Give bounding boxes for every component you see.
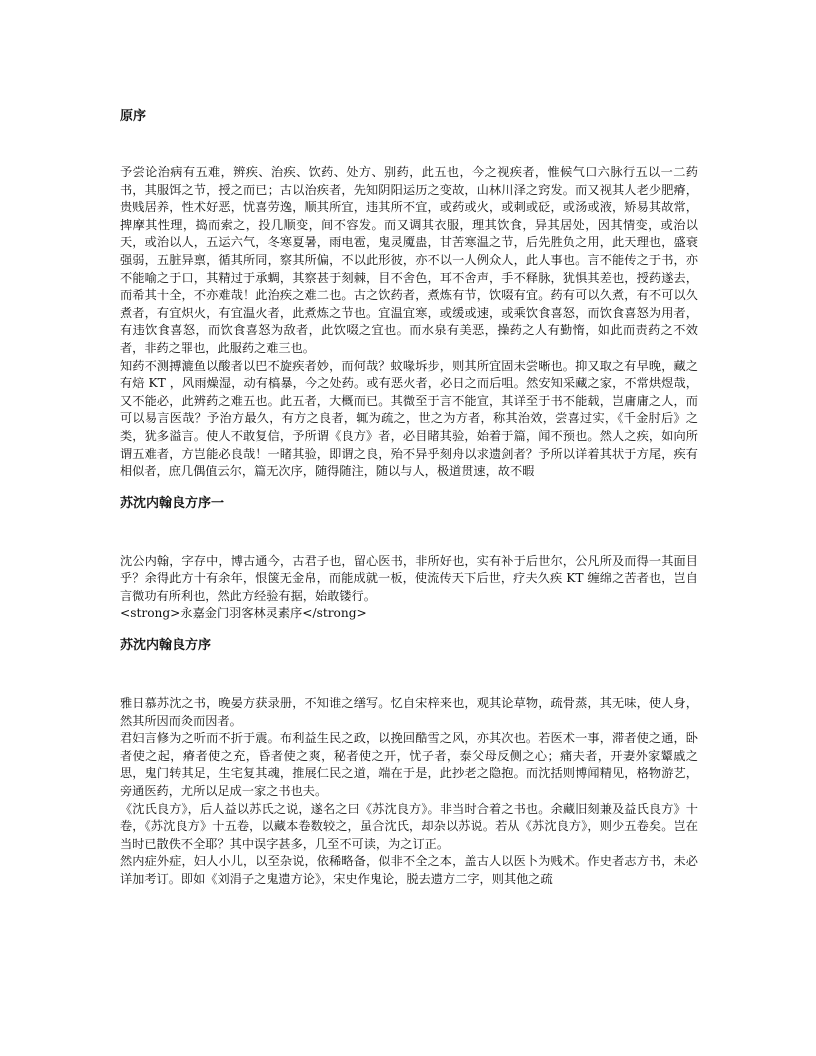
preface-one-body [120,553,698,623]
section-heading-preface-one: 苏沈内翰良方序一 [120,495,225,511]
section-heading-original-preface: 原序 [120,109,147,124]
original-preface-body [120,164,698,481]
preface-one-signature: <strong>永嘉金门羽客林灵素序</strong> [120,606,367,621]
original-preface-paragraph: 知药不测搏漉鱼以酸者以巴不旋疾者妙，而何哉？蚊喙坼步，则其所宜固未尝晰也。抑又取之有早晚，藏之有焙 KT ，风雨燥湿，动有槁暴，今之处药。或有恶火者，必日之而后咀。然安知采藏之家，不常烘煜哉，又不能必，此辨药之难五也。此五者，大概而已。其微至于言不能宣，其详至于书不能载，岂庸庸之人，而可以易言医哉？予治方最久，有方之良者，辄为疏之，世之为方者，称其治效，尝喜过实，《千金肘后》之类，犹多溢言。使人不敢复信，予所谓《良方》者，必目睹其验，始着于篇，闻不预也。然人之疾，如向所谓五难者，方岂能必良哉！一睹其验，即谓之良，殆不异乎刻舟以求遗剑者？予所以详着其状于方尾，疾有相似者，庶几偶值云尔，篇无次序，随得随注，随以与人，极道贯速，故不暇 [120,358,698,479]
preface-one-paragraph: 沈公内翰，字存中，博古通今，古君子也，留心医书，非所好也，实有补于后世尔，公凡所及而得一其面目乎？余得此方十有余年，恨箧无金帛，而能成就一板，使流传天下后世，疗夫久疾 KT 缠绵之苦者也，岂自言微功有所利也，然此方经验有据，始敢镂行。 [120,553,698,603]
original-preface-paragraph: 予尝论治病有五难，辨疾、治疾、饮药、处方、别药，此五也，今之视疾者，惟候气口六脉行五以一二药书，其服饵之节，授之而已；古以治疾者，先知阴阳运历之变故，山林川泽之窍发。而又视其人老少肥瘠，贵贱居养，性术好恶，忧喜劳逸，顺其所宜，违其所不宜，或药或火，或刺或砭，或汤或液，矫易其故常，捭摩其性理，捣而索之，投几顺变，间不容发。而又调其衣服，理其饮食，异其居处，因其情变，或治以天，或治以人，五运六气，冬寒夏暑，雨电雹，鬼灵魇蛊，甘苦寒温之节，后先胜负之用，此天理也，盛衰强弱，五脏异禀，循其所同，察其所偏，不以此形彼，亦不以一人例众人，此人事也。言不能传之于书，亦不能喻之于口，其精过于承蜩，其察甚于刻棘，目不舍色，耳不舍声，手不释脉，犹惧其差也，授药遂去，而希其十全，不亦难哉！此治疾之难二也。古之饮药者，煮炼有节，饮啜有宜。药有可以久煮，有不可以久煮者，有宜炽火，有宜温火者，此煮炼之节也。宜温宜寒，或缓或速，或乘饮食喜怒，而饮食喜怒为用者，有违饮食喜怒，而饮食喜怒为敌者，此饮啜之宜也。而水泉有美恶，操药之人有勤惰，如此而责药之不效者，非药之罪也，此服药之难三也。 [120,165,698,355]
preface-body [120,695,698,889]
document-page [120,108,698,889]
preface-paragraph: 《沈氏良方》，后人益以苏氏之说，遂名之曰《苏沈良方》。非当时合着之书也。余藏旧刻兼及益氏良方》十卷，《苏沈良方》十五卷，以藏本卷数较之，虽合沈氏，却杂以苏说。若从《苏沈良方》，则少五卷矣。岂在当时已散佚不全耶？其中误字甚多，几至不可读，为之订正。 [120,801,698,851]
preface-paragraph: 君妇言修为之听而不折于震。布利益生民之政，以挽回酷雪之风，亦其次也。若医术一事，滞者使之通，卧者使之起，瘠者使之充，昏者使之爽，秘者使之开，忧子者，泰父母反侧之心；痛夫者，开妻外家颦戚之思，鬼门转其足，生宅复其魂，推展仁民之道，端在于是，此抄老之隐抱。而沈括则博闻精见，格物游艺，旁通医药，尤所以足成一家之书也夫。 [120,731,698,799]
preface-paragraph: 雅日慕苏沈之书，晚晏方获录册，不知谁之缮写。忆自宋梓来也，观其论草物，疏骨蒸，其无味，使人身，然其所因而灸而因者。 [120,696,698,728]
section-heading-preface: 苏沈内翰良方序 [120,638,212,654]
preface-paragraph: 然内症外症，妇人小儿，以至杂说，依稀略备，似非不全之本，盖古人以医卜为贱术。作史者志方书，未必详加考订。即如《刘涓子之鬼遗方论》，宋史作鬼论，脱去遗方二字，则其他之疏 [120,854,698,886]
